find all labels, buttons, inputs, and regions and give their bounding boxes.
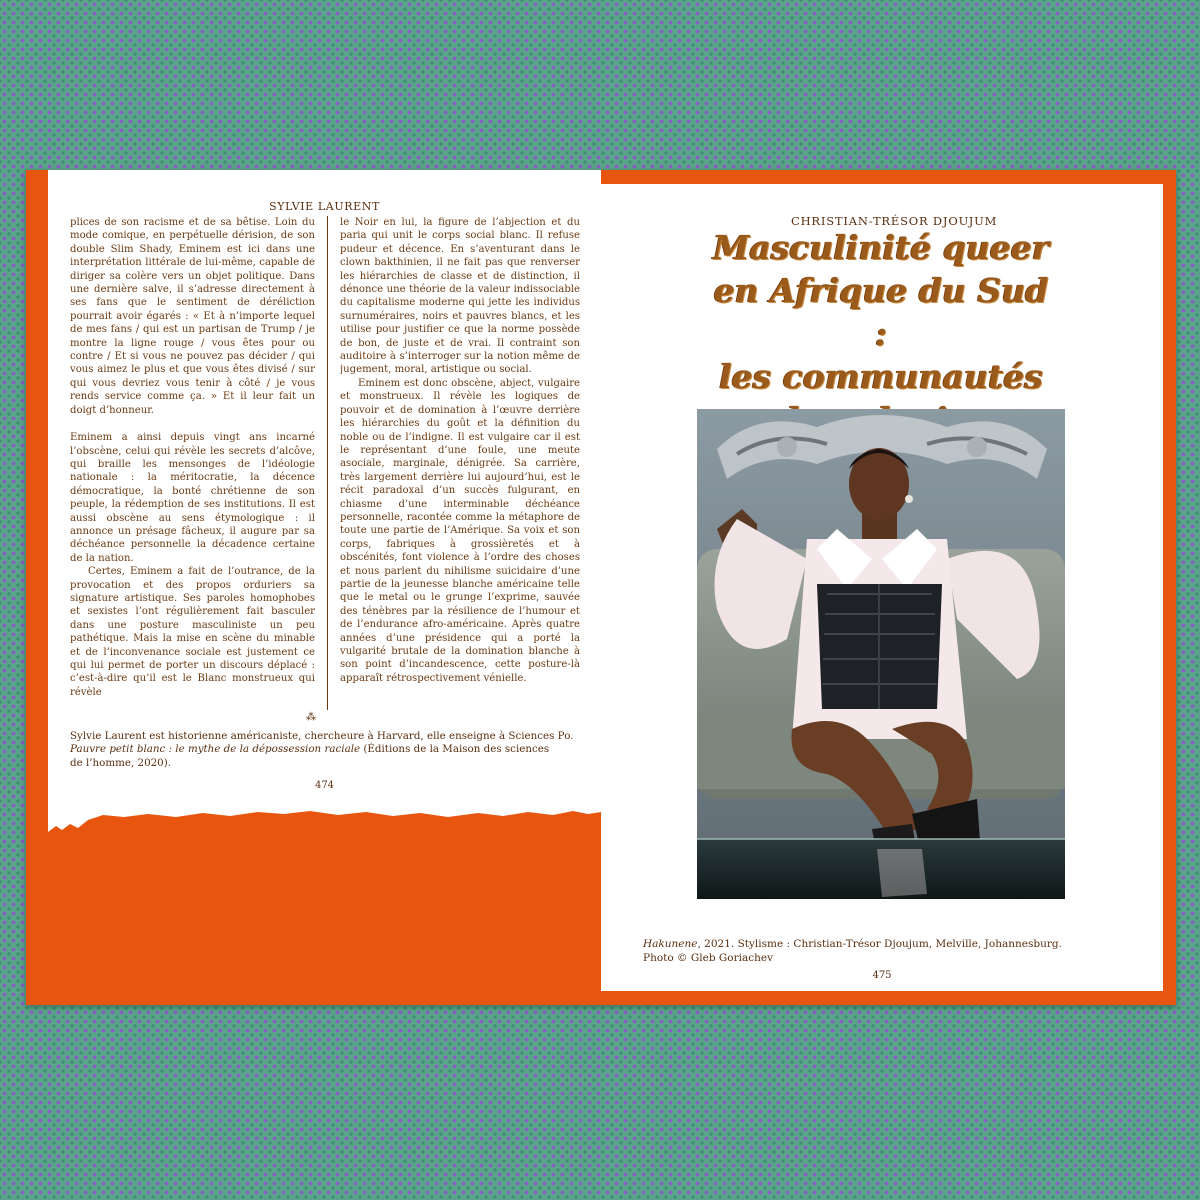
author-bio [70,730,590,770]
title-line: Masculinité queer [712,228,1050,267]
torn-paper-edge [48,800,601,840]
book-publisher: (Éditions de la Maison des sciences [360,743,550,756]
left-page-paper [48,170,601,810]
text-column-right [340,216,580,716]
column-divider [327,216,328,710]
text-column-left [70,216,315,716]
book-title: Pauvre petit blanc : le mythe de la dépossession raciale [70,743,361,756]
photo-illustration [697,409,1065,899]
bio-line: de l’homme, 2020). [70,756,172,769]
caption-line [643,938,1123,952]
title-line: en Afrique du Sud : [713,271,1049,353]
magazine-spread [26,170,1176,1005]
bio-line [70,743,590,756]
paragraph: Eminem a ainsi depuis vingt ans incarné l’obscène, celui qui révèle les secrets d’alcôve, qui braille les mensonges de l’idéologie nationale : la méritocratie, la décence démocratique, la bonté chrétienne de son peuple, la rédemption de ses institutions. Il est aussi obscène au sens étymologique : il annonce un présage fâcheux, il augure par sa déchéance personnelle la décadence certaine de la nation. [70,432,315,564]
title-line: les communautés [719,357,1043,396]
asterism-divider: ⁂ [306,712,318,723]
bio-line: Sylvie Laurent est historienne américaniste, chercheure à Harvard, elle enseigne à Sciences Po. [70,730,574,742]
caption-credits: , 2021. Stylisme : Christian-Trésor Djoujum, Melville, Johannesburg. [697,938,1062,950]
right-page [601,170,1176,1005]
paragraph: Eminem est donc obscène, abject, vulgaire et monstrueux. Il révèle les logiques de pouvoir et de domination à l’œuvre derrière les hiérarchies du goût et la définition du noble ou de l’indigne. Il est vulgaire car il est le représentant d’une foule, une meute asociale, marginale, dénigrée. Sa carrière, très largement derrière lui aujourd’hui, est le récit paradoxal d’un succès fulgurant, en chiasme d’une interminable déchéance personnelle, racontée comme la métaphore de toute une partie de l’Amérique. Sa voix et son corps, fabriques à grossièretés et à obscénités, font violence à l’ordre des choses et nous parlent du nihilisme suicidaire d’une partie de la jeunesse blanche américaine telle que le metal ou le grunge l’exprime, sauvée des ténèbres par la résilience de l’humour et de l’endurance afro-américaine. Après quatre années d’une présidence qui a porté la vulgarité brutale de la domination blanche à son point d’incandescence, cette posture-là apparaît rétrospectivement vénielle. [340,377,580,684]
page-number: 475 [872,970,892,981]
paragraph: Certes, Eminem a fait de l’outrance, de la provocation et des propos orduriers sa signature artistique. Ses paroles homophobes et sexistes l’ont régulièrement fait basculer dans une posture masculiniste un peu pathétique. Mais la mise en scène du minable et de l’inconvenance sociale est justement ce qui lui permet de porter un discours déplacé : c’est-à-dire qu’il est le Blanc monstrueux qui révèle [70,566,315,698]
paragraph: le Noir en lui, la figure de l’abjection et du paria qui unit le corps social blanc. Il refuse pudeur et décence. En s’aventurant dans le clown bakthinien, il ne fait pas que renverser les hiérarchies de classe et de distinction, il dénonce une théorie de la valeur indissociable du capitalisme moderne qui jette les individus surnuméraires, noirs et pauvres blancs, et les utilise pour justifier ce que la norme possède de bon, de juste et de vrai. Il contraint son auditoire à s’interroger sur la notion même de jugement, moral, artistique ou social. [340,217,580,376]
left-page [26,170,601,1005]
right-page-paper [601,184,1163,991]
paragraph: plices de son racisme et de sa bêtise. Loin du mode comique, en perpétuelle dérision, de son double Slim Shady, Eminem est ici dans une interprétation littérale de lui-même, capable de diriger sa colère vers un objet politique. Dans une dernière salve, il s’adresse directement à ses fans que le sentiment de déréliction pourrait avoir égarés : « Et à n’importe lequel de mes fans / qui est un partisan de Trump / je montre la ligne rouge / vous êtes pour ou contre / Et si vous ne pouvez pas décider / qui vous aimez le plus et que vous êtes divisé / sur qui vous devriez vous tenir à côté / je vous rends service comme ça. » Et il leur fait un doigt d’honneur. [70,217,315,416]
portrait-photo [697,409,1065,899]
page-number: 474 [314,780,335,791]
running-head: SYLVIE LAURENT [269,200,380,213]
caption-title: Hakunene [643,938,698,950]
caption-line: Photo © Gleb Goriachev [643,951,774,964]
article-author: CHRISTIAN-TRÉSOR DJOUJUM [791,214,998,228]
photo-caption [643,938,1123,965]
